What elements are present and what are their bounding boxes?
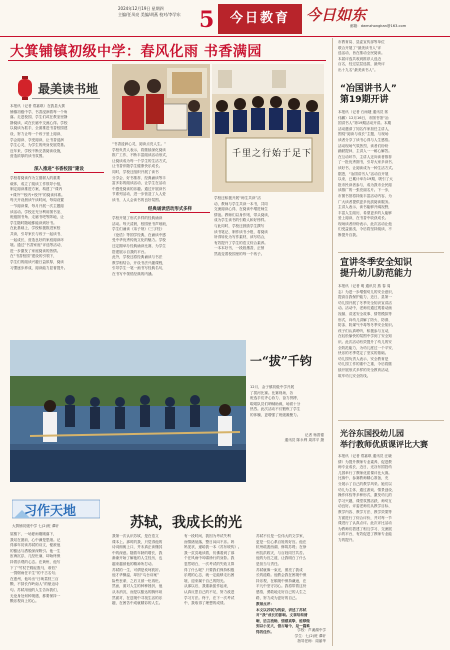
section-title: 今日教育 (218, 4, 302, 34)
headline-underline (8, 60, 326, 61)
reading-label-box (12, 76, 102, 102)
reading-body-col2: “书香浸润心灵，阅读点亮人生。” 学校负责人表示，将继续深化阅读 推广工作，不断丰富阅读活动形式， 让阅读成为每一个学生的生活方式， 让书香伴随学生健康快乐成长。 同时，学校还组织开展了读书 分享会、好书推荐、经典诵读等丰 富多彩的阅读活动，让学生在活动 中感受阅读的乐趣。通过开展读书 节系列活动，进一步营造了人人爱 读书、人人会读书的良好氛围。 (112, 142, 170, 202)
reading-body-col1: 学校将阅读作为立德树人的重要 载体，成立了阅读工作领导小组， 制定阅读推进方案，构建了“课内 +课外”“校内+校外”的阅读体系。 每天开设晨读午读时间，每周设置 一节阅读课，每月开展一次主题阅 读活动。学校还充分利用图书室、 班级图书角、走廊书吧等阵地，让 学生随时随地都能读到好书。 在此基础上，学校积极推进家校 共读，引导家长与孩子一起读书、 一起成长，营造良好的家庭阅读环 境。通过“书香家庭”评选等活动， 进一步激发了家庭阅读的热情。 在“书香校园”建设的引领下， 学生们的阅读兴趣日益浓厚，阅读 习惯逐步养成，阅读能力显著提升。 (10, 176, 68, 270)
reading-body-col3: 学校还积极开展“师生共读”活 动，教师与学生共读一本书，共同 交流阅读心得，在阅读中增进师生 情谊。教师们以身作则，带头阅读， 成为学生读书的引路人和好榜样。 与此同时，学校还鼓励学生撰写 读书笔记、制作读书小报，将阅读 所得转化为写作素材，读写结合， 有效提升了学生的语文综合素养。 一本本好书，一段段墨香，正悄 然改变着校园里的每一个孩子。 (214, 196, 272, 256)
reading-label: 最美读书地 (38, 82, 99, 96)
editors-line: 主编/任凤亮 美编/胡燕 校对/李学东 (118, 12, 181, 17)
article-divider (338, 252, 444, 253)
article1-body: 本报讯（记者 石雨婕 通讯员 郭 伟鹏）12月16日，市图书馆“冶 国讲书人”第19期活动开讲。本期 活动邀请了知名作家担任主讲人， 围绕“阅读与成长”主题，与现场 读者分享了读书心得与人生感悟。 活动现场气氛热烈，读者们纷纷 踊跃提问，主讲人一一耐心解答。 在互动环节，主讲人还向读者推荐 了一批优秀图书，引导大家多读书、 读好书，让阅读成为一种生活方式。 据悉，“冶国讲书人”活动自开展 以来，已累计举办19期，吸引了大 批市民读者参与，成为我市全民阅 读推广的一张亮丽名片。下一步， 市图书馆将持续丰富活动内容，为 广大读者提供更多优质阅读服务。 主讲人表示，读书能够开阔视野， 丰富人生阅历，希望更多的人能够 爱上阅读，在书香中收获成长。 现场读者纷纷表示，此次活动让他 们受益匪浅，今后将坚持阅读，不 断提升自我。 (338, 110, 396, 238)
main-headline: 大箕铺镇初级中学：春风化雨 书香满园 (10, 44, 262, 60)
subhead-underline (130, 212, 210, 213)
tug-of-war-title: 一“拔”千钧 (250, 354, 312, 368)
sushi-article-title: 苏轼，我成长的光 (130, 515, 242, 531)
reading-body-col2b: 学校开展了形式多样的经典诵读 活动。每天清晨，校园里书声琅琅， 学生们诵读《弟子规》《三字经》 《论语》等国学经典，在诵读中感 受中华优秀传统文化的魅力。学校 还定期举办经典诵读比赛，为学生 搭建展示自我的平台。 此外，学校还将经典诵读与书法 教学相结合，开设书法兴趣课程， 引导学生一笔一画书写经典名句， 在书写中领悟经典的内涵。 (112, 216, 170, 276)
calligraphy-scroll-text: 千里之行始于足下 (232, 149, 313, 159)
essay-text: 屋檐下，一场夏雨刚刚落下， 我站在窗前，心中满是思绪。记 得那年初读苏轼的诗文，便被他 的豁达与洒脱深深吸引。他一生 宦海沉浮，几经贬谪，却始终保 持着乐观的心态。在黄州，他写 下了“竹杖芒鞋轻胜马，谁怕？ 一蓑烟雨任平生”的千古名句； 在惠州，他吟出“日啖荔枝三百 颗，不辞长作岭南人”的豪迈诗 句。苏轼用他的人生告诉我们， 无论身处何种境遇，都要保持一 颗乐观向上的心。 (10, 532, 61, 604)
sushi-school-info: 学校：芦溪湖中学 学生：七(2)班 谭轩 指导老师：周丽华 (294, 628, 326, 644)
tug-of-war-box (250, 352, 324, 444)
tug-of-war-credits: 记者 杨善德 通讯员 陈永利 周祥平 摄 (284, 432, 324, 443)
page-number: 5 (199, 7, 215, 33)
masthead (0, 0, 450, 36)
right-top-text: 市教育局、县委宣传部等单位 联合开展了“最美读书人”评 选活动，旨在推动全民阅读。 本届评选共收到推荐人选近 百名，经过层层选拔，最终评 出十九名“最美读书人”。 (338, 40, 385, 72)
masthead-meta (118, 6, 181, 18)
essay-byline: 大箕铺初级中学 七(2)班 谭轩 (12, 524, 59, 528)
article3-title: 光谷东国投幼儿园 举行教师优质课评比大赛 (340, 429, 428, 449)
article-divider (338, 420, 444, 421)
sushi-col3: 苏轼不仅是一位伟大的文学家， 更是一位心系百姓的好官。他在 杭州疏浚西湖，修筑苏堤；在徐 州抗洪救灾，与百姓同甘共苦。 他的为官之道，让我明白了什么 是担当与责任。 苏轼就像一束光，照亮了我成 长的道路。他教会我在困境中保 持乐观，在顺境中保持谦逊，在 平凡中坚守初心。我将带着这份 感悟，勇敢地走好自己的人生之 路，努力成为更好的自己。 (256, 534, 307, 600)
photo-students-art (112, 64, 210, 138)
photo-calligraphy (212, 64, 324, 192)
essay-corner-title: 习作天地 (24, 504, 77, 519)
sushi-teacher-comment: 教师点评： 本文以苏轼为线索，讲述了苏轼 对“我”成长的影响。文章结构清 晰，语言流畅，情感真挚，能够做 到以小见大，借古喻今，是一篇难 得的佳作。 (256, 602, 310, 634)
subhead-classic-reading: 经典诵读活动形式多样 (148, 207, 192, 212)
subhead-underline (14, 172, 104, 173)
column-divider (332, 38, 333, 646)
newspaper-logo: 今日如东 (306, 6, 367, 24)
sushi-col2: 有一段时间，我因为考试失利 而情绪低落，整日闷闷不乐。妈 妈见状，递给我一本《苏东坡传》。 我一页页地读着，仿佛看到了那 个在风雨中吟啸徐行的身影。我 忽然明白，一次考试的失败又算 得了什么呢？只要我们保持积极 乐观的心态，就一定能够走出困 境，迎来属于自己的阳光。 从那以后，我重新振作起来， 认真反思自己的不足，努力改进 学习方法。终于，在下一次考试 中，我取得了理想的成绩。 (184, 534, 242, 606)
tug-of-war-caption: 12月，金子镇初级中学开展 了拔河比赛。比赛现场，各 班选手们齐心协力、奋力拼搏， 啦啦队员们呐喊助威，场面十分 热烈。此次活动不仅锻炼了学生 的体魄，更增强了班级凝聚力。 (250, 385, 301, 417)
contact-email: 邮箱：dwmzhongkan@163.com (350, 24, 407, 28)
article3-body: 本报讯（记者 郑嘉琪 通讯员 汪晓 倩）为提升教师专业素养，促进教 师专业成长，近日，光谷东国投幼 儿园举行了教师优质课评比大赛。 比赛中，参赛教师精心准备，充 分展示了自己的教学风采。她们以 幼儿为主体，通过游戏、情景创设、 操作体验等多种形式，激发幼儿的 学习兴趣，课堂氛围活跃，师幼互 动良好。评委老师们从教学目标、 教学内容、教学方法、教学效果等 方面进行了综合评价，并对每一节 课进行了认真点评。此次评比活动 为教师们搭建了相互学习、交流展 示的平台，有效促进了教师专业能 力的提升。 (338, 454, 396, 542)
reading-intro-text: 本报讯（记者 郑嘉琪）在我县大箕 铺镇初级中学，书香浸润着每一个角 落。走进校园，学生们或在教室里静 静阅读，或在长廊中交流心得。学校 以阅读为抓手，全面推进书香校园建 设，努力让每一个孩子爱上阅读、 学会阅读、享受阅读，让书香浸润 学生心灵，为学生的终身发展奠基。 近年来，学校不断完善阅读设施， 营造浓厚的读书氛围。 (10, 104, 68, 159)
essay-corner-label (12, 498, 100, 520)
article2-body: 本报讯（记者 明 通讯员 燕 春 周 志）为进一步增强幼儿的安全意识， 提高自我保护能力，近日，县第一 幼儿园开展了冬季安全知识宣讲活 动。活动中，老师们通过观看动画 视频、讲述安全故事、情景模拟等 形式，向幼儿讲解了防火、防滑、 防冻、防煤气中毒等冬季安全知识。 孩子们认真聆听，积极参与互动， 在轻松愉快的氛围中学到了安全知 识。此次活动有效提升了幼儿的安 全防范能力，为幼儿度过一个平安、 快乐的冬季奠定了坚实的基础。 幼儿园负责人表示，安全教育是 幼儿园工作的重中之重，今后将继 续开展形式多样的安全教育活动， 筑牢幼儿安全防线。 (338, 284, 396, 378)
article2-title: 宣讲冬季安全知识 提升幼儿防范能力 (340, 258, 413, 279)
article1-title: “冶国讲书人” 第19期开讲 (340, 84, 397, 105)
subhead-book-campus: 深入推进“书香校园”建设 (34, 167, 84, 172)
photo-tug-of-war (10, 340, 246, 482)
sushi-col1: 我第一次认识苏轼，是在语文 课本上。那时的我，只觉得他的 诗词朗朗上口，并未真正读懂其 中的深意。随着年龄的增长，我 渐渐开始了解他的人生经历，也 越来越被他的精神所打动。 苏轼的一生，可谓是坎坷波折。 他才华横溢，却因“乌台诗案” 险些丧命，之后又被一贬再贬。 然而，面对人生的种种挫折，他 从未消沉，而是以豁达的胸怀坦 然面对，在逆境中寻找生活的乐 趣，在困苦中成就精彩的人生。 (112, 534, 163, 606)
issue-date: 2024年12月19日 星期四 (118, 6, 164, 11)
masthead-divider (0, 36, 450, 37)
